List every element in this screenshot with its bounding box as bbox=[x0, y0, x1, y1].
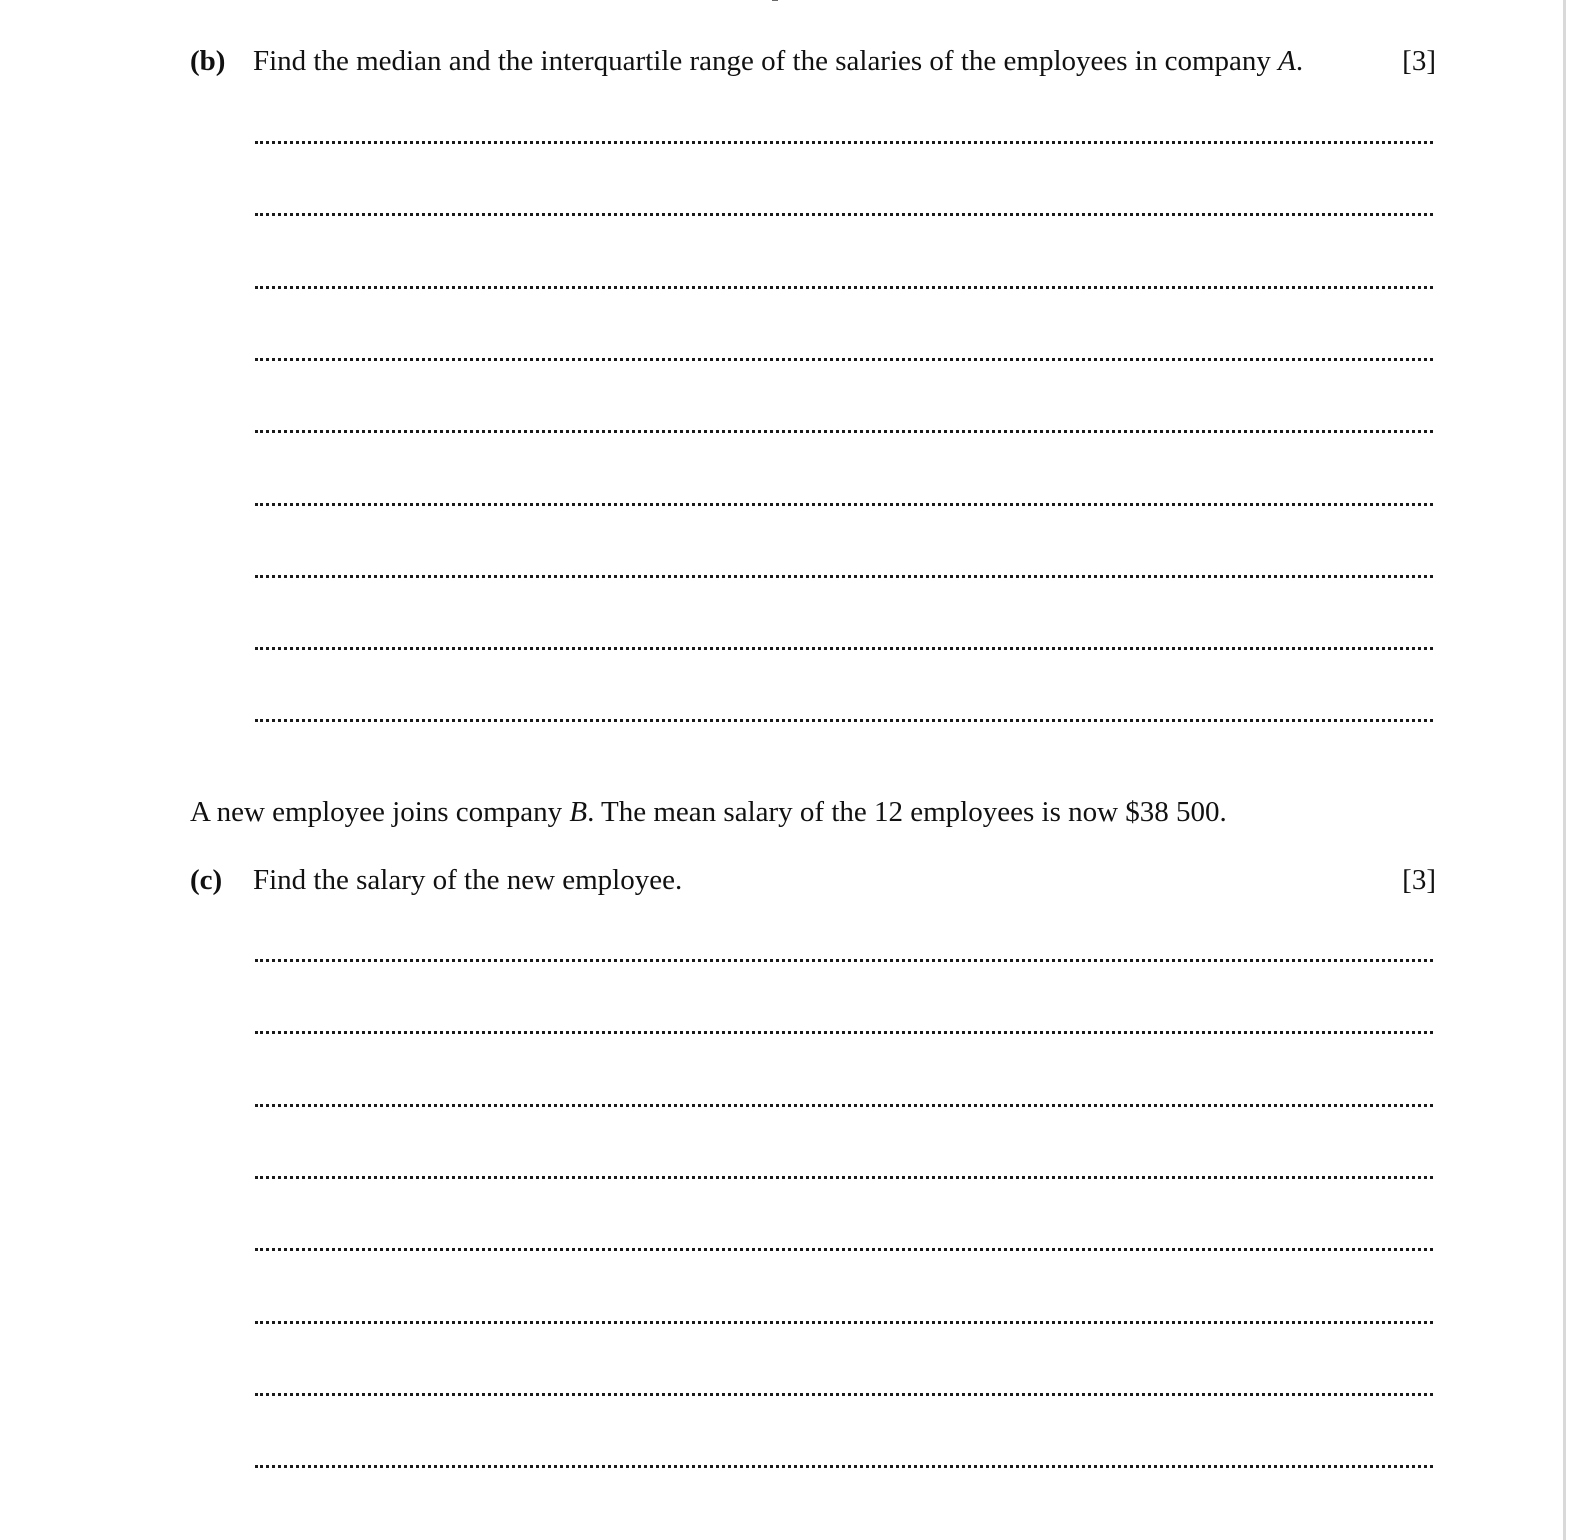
page-edge bbox=[1563, 0, 1566, 1540]
answer-line[interactable] bbox=[255, 1393, 1433, 1396]
answer-line[interactable] bbox=[255, 1321, 1433, 1324]
stem-text-after: . The mean salary of the 12 employees is now $38 500. bbox=[587, 796, 1227, 828]
part-b-text-after: . bbox=[1295, 45, 1304, 77]
stem-text-before: A new employee joins company bbox=[190, 796, 570, 828]
answer-line[interactable] bbox=[255, 719, 1433, 722]
part-b-marks: [3] bbox=[1402, 45, 1436, 77]
question-part-b bbox=[190, 41, 1436, 81]
part-c-question-text: Find the salary of the new employee. bbox=[253, 864, 683, 896]
answer-line[interactable] bbox=[255, 959, 1433, 962]
part-b-label: (b) bbox=[190, 45, 226, 77]
part-c-label: (c) bbox=[190, 864, 223, 896]
answer-line[interactable] bbox=[255, 430, 1433, 433]
part-b-text-before: Find the median and the interquartile range of the salaries of the employees in company bbox=[253, 45, 1279, 77]
answer-line[interactable] bbox=[255, 647, 1433, 650]
top-page-mark bbox=[772, 0, 778, 1]
answer-line[interactable] bbox=[255, 358, 1433, 361]
answer-line[interactable] bbox=[255, 213, 1433, 216]
question-stem bbox=[190, 792, 1436, 832]
answer-line[interactable] bbox=[255, 503, 1433, 506]
part-b-company-variable: A bbox=[1278, 45, 1296, 77]
part-c-marks: [3] bbox=[1402, 864, 1436, 896]
answer-line[interactable] bbox=[255, 575, 1433, 578]
question-part-c bbox=[190, 860, 1436, 900]
answer-line[interactable] bbox=[255, 1031, 1433, 1034]
answer-line[interactable] bbox=[255, 1465, 1433, 1468]
answer-line[interactable] bbox=[255, 1248, 1433, 1251]
part-b-question-text bbox=[253, 41, 1303, 81]
answer-line[interactable] bbox=[255, 286, 1433, 289]
answer-line[interactable] bbox=[255, 1104, 1433, 1107]
stem-company-variable: B bbox=[569, 796, 588, 828]
answer-line[interactable] bbox=[255, 1176, 1433, 1179]
answer-line[interactable] bbox=[255, 141, 1433, 144]
